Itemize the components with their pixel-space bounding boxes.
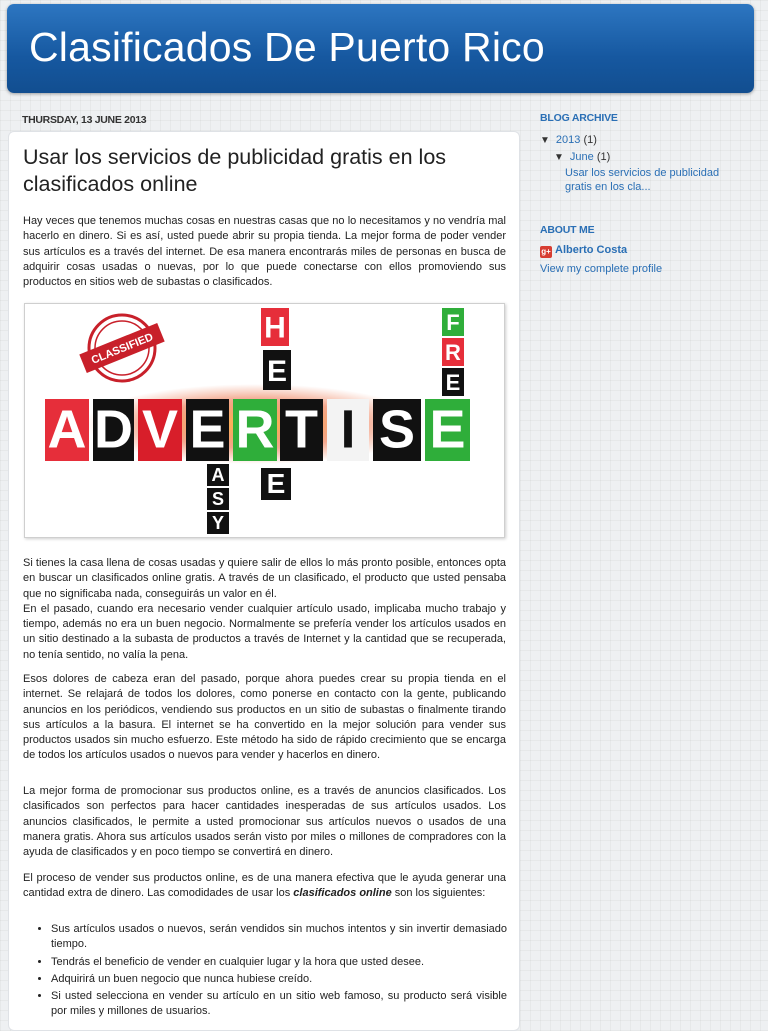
post-title[interactable]: Usar los servicios de publicidad gratis en los clasificados online bbox=[23, 145, 447, 196]
p5-emphasis: clasificados online bbox=[293, 887, 392, 900]
blog-title[interactable]: Clasificados De Puerto Rico bbox=[29, 24, 545, 70]
stamp-label: CLASSIFIED bbox=[89, 331, 155, 367]
post-paragraph-5 bbox=[23, 871, 506, 902]
post-paragraph-1: Hay veces que tenemos muchas cosas en nuestras casas que no lo necesitamos y no vendría mal hacerlo en dinero. Si es así, usted puede abrir su propia tienda. La mejor forma de poder vender sus artículos es a través del internet. De esa manera encontrarás miles de personas en busca de adquirir cosas usadas o nuevas, por lo que puede conectarse con ellos promoviendo sus productos en sitios web de subastas o clasificados. bbox=[23, 215, 506, 289]
list-item: • Adquirirá un buen negocio que nunca hubiese creído. bbox=[51, 972, 507, 987]
archive-month-link[interactable]: June bbox=[569, 151, 594, 163]
here-2-letter: R bbox=[281, 430, 283, 431]
classified-stamp bbox=[79, 315, 164, 381]
post-paragraph-3: Esos dolores de cabeza eran del pasado, porque ahora puedes crear su propia tienda en el internet. Se relajará de todos los dolores, como ponerse en contacto con la gente, publicando anuncios en los periódicos, vendiendo sus productos en un sitio de subastas o finalmente tirando sus artículos a la basura. El internet se ha convertido en la mejor solución para vender sus productos usados sin mucho esfuerzo. Este método ha sido de rápido crecimiento que se encarga de todos los artículos usados o nuevos para vender y hacerlos en dinero. bbox=[23, 673, 506, 762]
archive-heading: BLOG ARCHIVE bbox=[540, 112, 618, 124]
post-date: THURSDAY, 13 JUNE 2013 bbox=[22, 114, 147, 126]
about-heading: ABOUT ME bbox=[540, 224, 595, 236]
advertise-illustration bbox=[25, 304, 504, 537]
profile-row bbox=[540, 261, 755, 277]
easy-0-letter: A bbox=[211, 465, 225, 486]
list-item: • Tendrás el beneficio de vender en cualquier lugar y la hora que usted desee. bbox=[51, 955, 507, 970]
advertise-4-letter: R bbox=[235, 399, 275, 460]
collapse-triangle-icon[interactable]: ▼ bbox=[540, 135, 550, 146]
archive-year-row bbox=[540, 132, 755, 149]
advertise-8-letter: E bbox=[429, 399, 466, 460]
advertise-6-letter: I bbox=[340, 399, 356, 460]
post-container bbox=[8, 131, 520, 1031]
free-0-letter: F bbox=[446, 309, 460, 335]
benefits-list bbox=[23, 922, 507, 1022]
here-3-letter: E bbox=[266, 467, 286, 499]
easy-2-letter: Y bbox=[211, 513, 225, 534]
archive-post-row bbox=[540, 166, 730, 194]
collapse-triangle-icon[interactable]: ▼ bbox=[554, 152, 564, 163]
free-2-letter: E bbox=[445, 369, 461, 395]
google-plus-icon: g+ bbox=[541, 247, 551, 256]
view-profile-link[interactable]: View my complete profile bbox=[540, 263, 663, 275]
free-1-letter: R bbox=[445, 339, 461, 365]
archive-month-row bbox=[540, 149, 755, 166]
archive-year-count: (1) bbox=[583, 134, 597, 146]
advertise-0-letter: A bbox=[47, 399, 87, 460]
easy-1-letter: S bbox=[211, 489, 225, 510]
advertise-7-letter: S bbox=[378, 399, 416, 460]
advertise-2-letter: V bbox=[141, 399, 179, 460]
author-row bbox=[540, 242, 755, 258]
here-0-letter: H bbox=[264, 311, 286, 345]
advertise-5-letter: T bbox=[285, 399, 318, 460]
sidebar bbox=[540, 112, 755, 277]
list-item: • Sus artículos usados o nuevos, serán vendidos sin muchos intentos y sin invertir demasiado tiempo. bbox=[51, 922, 507, 953]
advertise-3-letter: E bbox=[189, 399, 226, 460]
archive-month-count: (1) bbox=[596, 151, 611, 163]
blog-header bbox=[7, 4, 754, 93]
list-item: • Si usted selecciona en vender su artículo en un sitio web famoso, su producto será visible por miles y millones de usuarios. bbox=[51, 989, 507, 1020]
post-paragraph-4: La mejor forma de promocionar sus productos online, es a través de anuncios clasificados. Los clasificados son perfectos para hacer cantidades inesperadas de sus artículos usados. Los anuncios clasificados, le permite a usted promocionar sus artículos nuevos o usados de una manera gratis. Ahora sus artículos usados serán visto por miles o millones de compradores con la ayuda de clasificados y en poco tiempo se convertirá en dinero. bbox=[23, 785, 506, 859]
archive-post-link[interactable]: Usar los servicios de publicidad gratis en los cla... bbox=[565, 167, 720, 193]
post-paragraph-2a: Si tienes la casa llena de cosas usadas y quiere salir de ellos lo más pronto posible, entonces opta en buscar un clasificados online gratis. A través de un clasificado, el producto que usted pensaba que no significaba nada, conseguirás un valor en él. bbox=[23, 557, 506, 600]
advertise-1-letter: D bbox=[94, 399, 133, 460]
p5-text-start: El proceso de vender sus productos online, es de una manera efectiva que le ayuda generar una cantidad extra de dinero. Las comodidades de usar los bbox=[23, 872, 506, 900]
author-link[interactable]: Alberto Costa bbox=[555, 244, 628, 256]
p5-text-end: son los siguientes: bbox=[391, 887, 486, 900]
post-paragraph-2 bbox=[23, 556, 506, 663]
archive-year-link[interactable]: 2013 bbox=[555, 134, 581, 146]
advertise-image[interactable] bbox=[24, 303, 505, 538]
post-paragraph-2b: En el pasado, cuando era necesario vender cualquier artículo usado, implicaba mucho trabajo y tiempo, además no era un buen negocio. Normalmente se prefería vender los artículos usados en un sitio destinado a la subasta de productos a través de Internet y la cantidad que se recuperada, no tenía sentido, no valía la pena. bbox=[23, 602, 506, 661]
here-1-letter: E bbox=[266, 355, 288, 389]
